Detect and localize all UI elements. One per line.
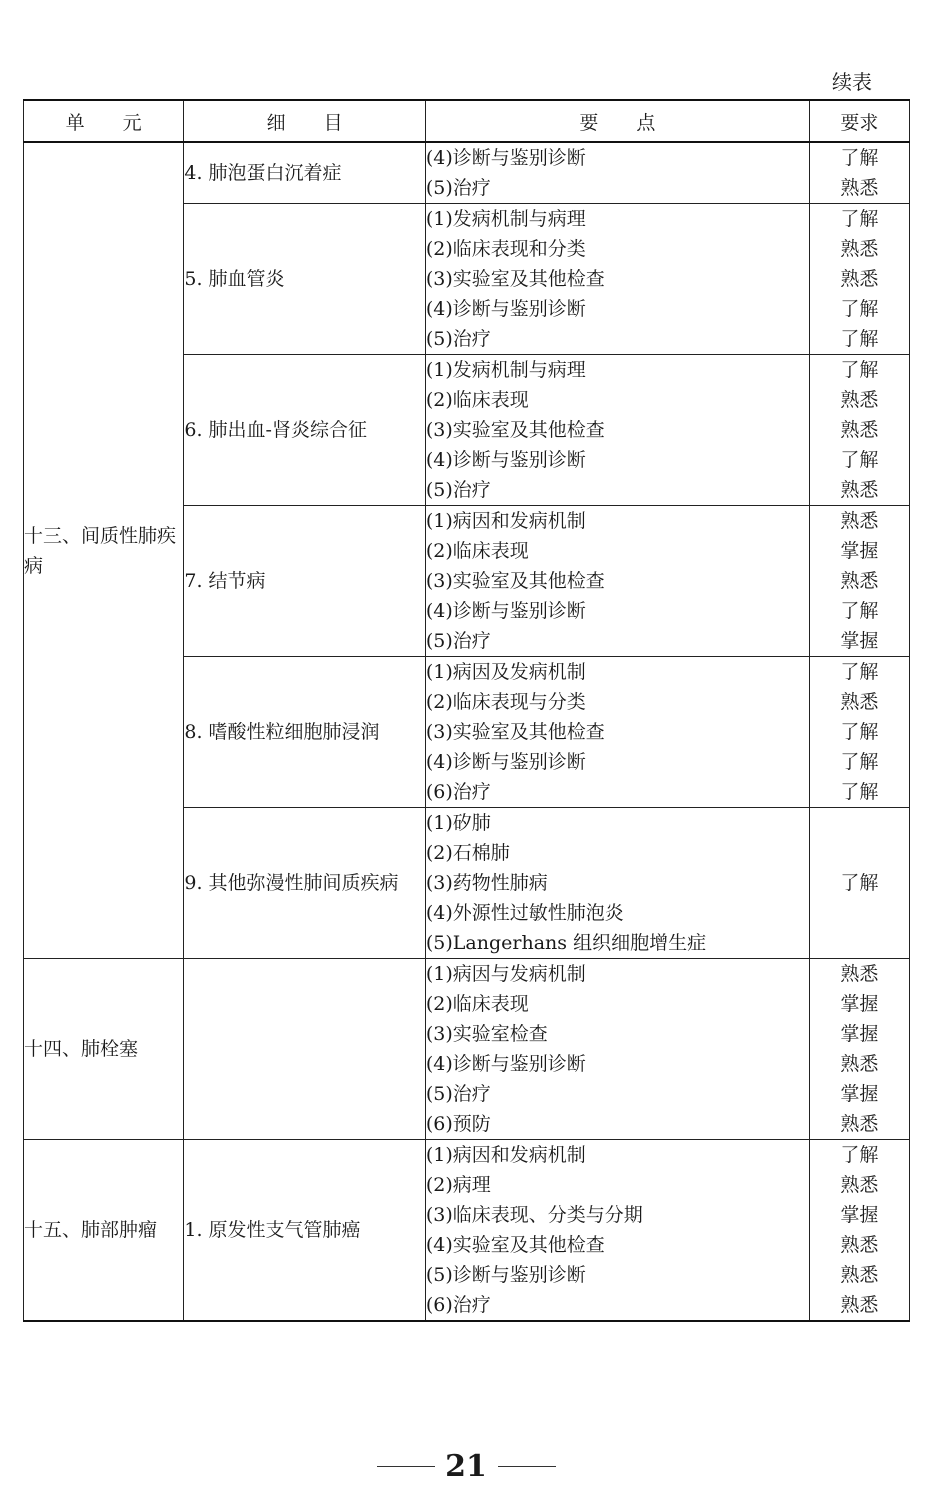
requirement-line: 了解 [840,1144,879,1166]
page-footer [0,1445,931,1489]
point-line: (6)治疗 [425,1294,491,1316]
points-cell [425,1140,809,1322]
point-line: (1)病因和发病机制 [425,510,586,532]
point-line: (5)治疗 [425,328,491,350]
requirement-line: 掌握 [840,540,879,562]
requirement-line: 熟悉 [840,570,879,592]
footer-rule-left [377,1466,435,1467]
point-line: (2)临床表现 [425,540,529,562]
requirement-line: 熟悉 [840,479,879,501]
points-cell [425,204,809,355]
requirement-line: 熟悉 [840,1264,879,1286]
requirement-line: 掌握 [840,1204,879,1226]
requirement-cell [809,204,909,355]
requirement-line: 了解 [840,872,879,894]
item-cell: 8. 嗜酸性粒细胞肺浸润 [184,657,426,808]
point-line: (1)发病机制与病理 [425,359,586,381]
requirement-line: 了解 [840,600,879,622]
point-line: (4)实验室及其他检查 [425,1234,605,1256]
point-line: (4)诊断与鉴别诊断 [425,147,586,169]
requirement-line: 了解 [840,147,879,169]
requirement-line: 了解 [840,328,879,350]
requirement-line: 了解 [840,781,879,803]
table-body [24,142,910,1321]
points-cell [425,808,809,959]
requirement-line: 了解 [840,298,879,320]
point-line: (3)实验室及其他检查 [425,570,605,592]
item-cell: 9. 其他弥漫性肺间质疾病 [184,808,426,959]
requirement-line: 熟悉 [840,1113,879,1135]
requirement-line: 熟悉 [840,1234,879,1256]
requirement-line: 熟悉 [840,510,879,532]
item-cell: 1. 原发性支气管肺癌 [184,1140,426,1322]
requirement-line: 熟悉 [840,1174,879,1196]
header-points: 要 点 [425,100,809,142]
point-line: (2)临床表现和分类 [425,238,586,260]
point-line: (5)治疗 [425,1083,491,1105]
requirement-line: 了解 [840,449,879,471]
point-line: (5)治疗 [425,479,491,501]
requirement-line: 掌握 [840,1083,879,1105]
requirement-cell [809,808,909,959]
point-line: (4)外源性过敏性肺泡炎 [425,902,624,924]
table-row [24,142,910,204]
point-line: (3)实验室及其他检查 [425,721,605,743]
requirement-line: 熟悉 [840,963,879,985]
requirement-line: 了解 [840,721,879,743]
table-row [24,1140,910,1322]
point-line: (5)诊断与鉴别诊断 [425,1264,586,1286]
point-line: (2)病理 [425,1174,491,1196]
requirement-line: 掌握 [840,993,879,1015]
point-line: (4)诊断与鉴别诊断 [425,1053,586,1075]
points-cell [425,959,809,1140]
point-line: (3)实验室及其他检查 [425,268,605,290]
requirement-cell [809,959,909,1140]
requirement-cell [809,657,909,808]
requirement-cell [809,355,909,506]
requirement-line: 熟悉 [840,389,879,411]
requirement-line: 掌握 [840,1023,879,1045]
footer-rule-right [498,1466,556,1467]
point-line: (2)石棉肺 [425,842,510,864]
requirement-line: 熟悉 [840,1053,879,1075]
unit-cell: 十三、间质性肺疾病 [24,142,184,959]
requirement-cell [809,1140,909,1322]
point-line: (1)病因及发病机制 [425,661,586,683]
requirement-line: 熟悉 [840,691,879,713]
point-line: (4)诊断与鉴别诊断 [425,298,586,320]
item-cell: 4. 肺泡蛋白沉着症 [184,142,426,204]
point-line: (6)预防 [425,1113,491,1135]
point-line: (4)诊断与鉴别诊断 [425,751,586,773]
item-cell: 7. 结节病 [184,506,426,657]
point-line: (2)临床表现 [425,389,529,411]
point-line: (3)药物性肺病 [425,872,548,894]
header-requirement: 要求 [809,100,909,142]
requirement-cell [809,142,909,204]
requirement-line: 熟悉 [840,1294,879,1316]
point-line: (1)病因与发病机制 [425,963,586,985]
points-cell [425,355,809,506]
table-row [24,959,910,1140]
point-line: (1)病因和发病机制 [425,1144,586,1166]
unit-cell: 十五、肺部肿瘤 [24,1140,184,1322]
points-cell [425,506,809,657]
requirement-line: 熟悉 [840,177,879,199]
point-line: (2)临床表现 [425,993,529,1015]
item-cell [184,959,426,1140]
header-unit: 单 元 [24,100,184,142]
point-line: (4)诊断与鉴别诊断 [425,600,586,622]
requirement-line: 熟悉 [840,419,879,441]
requirement-line: 掌握 [840,630,879,652]
item-cell: 5. 肺血管炎 [184,204,426,355]
requirement-line: 熟悉 [840,268,879,290]
point-line: (6)治疗 [425,781,491,803]
point-line: (1)发病机制与病理 [425,208,586,230]
point-line: (3)实验室检查 [425,1023,548,1045]
point-line: (2)临床表现与分类 [425,691,586,713]
requirement-cell [809,506,909,657]
requirement-line: 了解 [840,359,879,381]
table-header [24,100,910,142]
points-cell [425,657,809,808]
header-item: 细 目 [184,100,426,142]
point-line: (5)治疗 [425,177,491,199]
point-line: (1)矽肺 [425,812,491,834]
requirement-line: 了解 [840,208,879,230]
unit-cell: 十四、肺栓塞 [24,959,184,1140]
point-line: (5)治疗 [425,630,491,652]
requirement-line: 了解 [840,751,879,773]
point-line: (3)实验室及其他检查 [425,419,605,441]
point-line: (5)Langerhans 组织细胞增生症 [425,932,707,954]
syllabus-table [23,99,910,1322]
requirement-line: 熟悉 [840,238,879,260]
item-cell: 6. 肺出血-肾炎综合征 [184,355,426,506]
page-number: 21 [445,1449,487,1484]
point-line: (3)临床表现、分类与分期 [425,1204,643,1226]
point-line: (4)诊断与鉴别诊断 [425,449,586,471]
requirement-line: 了解 [840,661,879,683]
continued-label: 续表 [832,70,872,94]
points-cell [425,142,809,204]
